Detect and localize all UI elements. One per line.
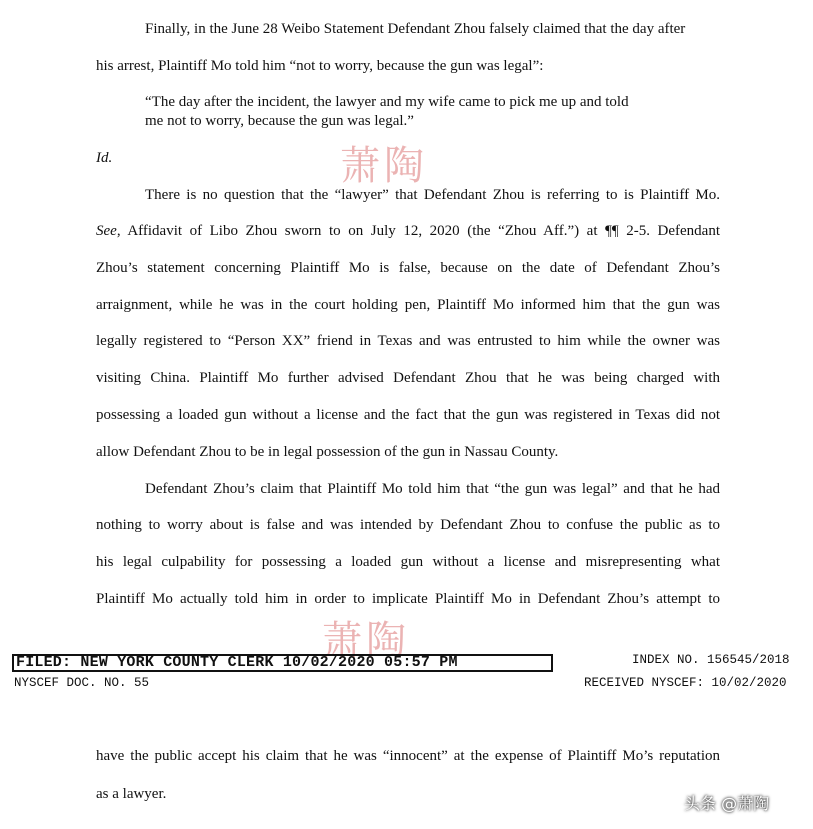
- text-line: There is no question that the “lawyer” that Defendant Zhou is referring to is Plaintiff Mo.: [145, 187, 720, 203]
- watermark-stamp: 萧陶: [340, 143, 428, 189]
- text-line: allow Defendant Zhou to be in legal possession of the gun in Nassau County.: [96, 444, 559, 460]
- text-line: Zhou’s statement concerning Plaintiff Mo is false, because on the date of Defendant Zhou’s: [96, 260, 720, 276]
- quote-line: “The day after the incident, the lawyer and my wife came to pick me up and told: [145, 94, 629, 110]
- text-line: his arrest, Plaintiff Mo told him “not to worry, because the gun was legal”:: [96, 58, 544, 74]
- see-signal: See: [96, 223, 117, 239]
- filed-stamp-text: FILED: NEW YORK COUNTY CLERK 10/02/2020 05:57 PM: [16, 654, 458, 671]
- filed-stamp-box: [12, 654, 553, 672]
- quote-line: me not to worry, because the gun was legal.”: [145, 113, 414, 129]
- index-number: INDEX NO. 156545/2018: [632, 653, 790, 667]
- doc-number: NYSCEF DOC. NO. 55: [14, 676, 150, 690]
- text-line: his legal culpability for possessing a loaded gun without a license and misrepresenting what: [96, 554, 720, 570]
- text-span: , Affidavit of Libo Zhou sworn to on July 12, 2020 (the “Zhou Aff.”) at ¶¶ 2-5. Defendant: [116, 223, 720, 239]
- text-line: legally registered to “Person XX” friend in Texas and was entrusted to him while the owner was: [96, 333, 720, 349]
- received-date: RECEIVED NYSCEF: 10/02/2020: [584, 676, 787, 690]
- text-line: possessing a loaded gun without a license and the fact that the gun was registered in Texas did not: [96, 407, 720, 423]
- text-line: visiting China. Plaintiff Mo further advised Defendant Zhou that he was being charged with: [96, 370, 720, 386]
- citation-id: Id.: [96, 150, 113, 166]
- text-line: arraignment, while he was in the court holding pen, Plaintiff Mo informed him that the gun was: [96, 297, 720, 313]
- text-line: Defendant Zhou’s claim that Plaintiff Mo told him that “the gun was legal” and that he had: [145, 481, 720, 497]
- watermark-stamp: 萧陶: [322, 618, 410, 664]
- text-line: Plaintiff Mo actually told him in order to implicate Plaintiff Mo in Defendant Zhou’s attempt to: [96, 591, 720, 607]
- source-watermark: 头条 @萧陶: [684, 794, 770, 813]
- text-line: [96, 222, 720, 240]
- text-line: nothing to worry about is false and was intended by Defendant Zhou to confuse the public as to: [96, 517, 720, 533]
- text-line: have the public accept his claim that he was “innocent” at the expense of Plaintiff Mo’s reputation: [96, 748, 720, 764]
- text-line: as a lawyer.: [96, 786, 167, 802]
- text-line: Finally, in the June 28 Weibo Statement Defendant Zhou falsely claimed that the day after: [145, 21, 686, 37]
